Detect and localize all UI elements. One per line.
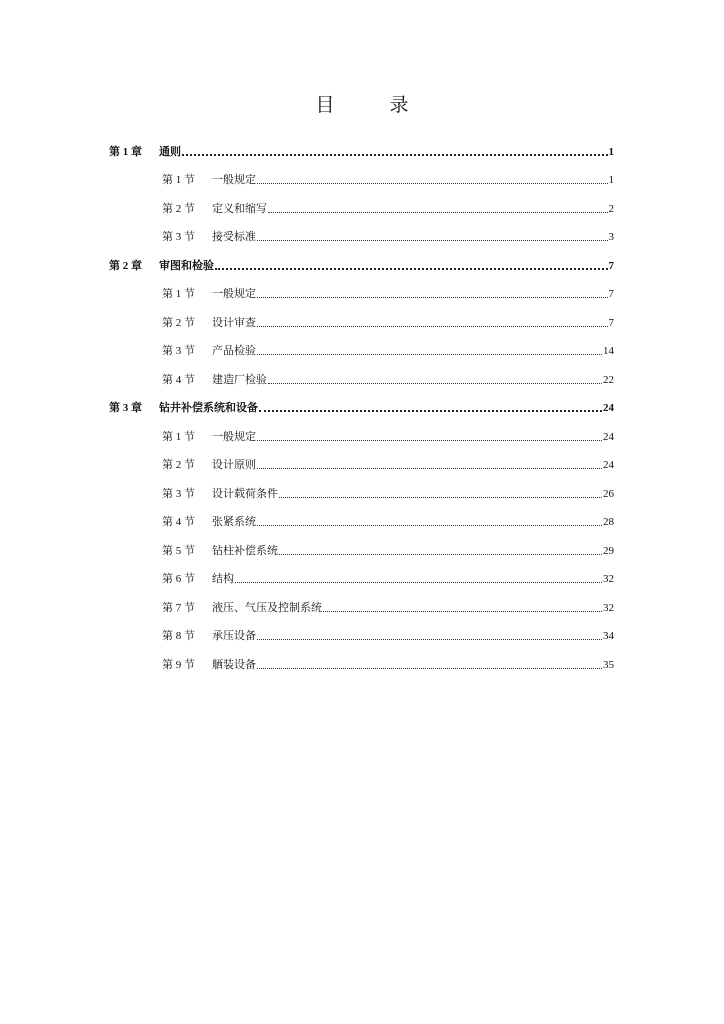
toc-section[interactable]: [162, 426, 614, 444]
toc-section[interactable]: [162, 283, 614, 301]
toc-page: 24: [603, 402, 614, 414]
dot-leader: [257, 353, 602, 355]
toc-number: 第 6 节: [162, 573, 195, 585]
toc-page: 28: [603, 516, 614, 528]
toc-number: 第 7 节: [162, 602, 195, 614]
toc-page: 32: [603, 573, 614, 585]
dot-leader: [257, 524, 602, 526]
toc-number: 第 4 节: [162, 516, 195, 528]
toc-number: 第 3 章: [109, 402, 142, 414]
page-title: 目 录: [315, 95, 427, 116]
toc-number: 第 3 节: [162, 231, 195, 243]
toc-number: 第 2 节: [162, 459, 195, 471]
toc-section[interactable]: [162, 511, 614, 529]
toc-section[interactable]: [162, 540, 614, 558]
toc-label: 结构: [212, 573, 234, 585]
dot-leader: [257, 182, 608, 184]
toc-label: 审图和检验: [159, 260, 214, 272]
toc-section[interactable]: [162, 312, 614, 330]
toc-label: 舾装设备: [212, 659, 256, 671]
toc-label: 一般规定: [212, 288, 256, 300]
dot-leader: [257, 439, 602, 441]
toc-number: 第 5 节: [162, 545, 195, 557]
toc-page: 1: [608, 146, 614, 158]
toc-number: 第 2 节: [162, 203, 195, 215]
toc-label: 承压设备: [212, 630, 256, 642]
toc-label: 设计载荷条件: [212, 488, 278, 500]
toc-label: 张紧系统: [212, 516, 256, 528]
toc-section[interactable]: [162, 454, 614, 472]
toc-label: 设计原则: [212, 459, 256, 471]
toc-section[interactable]: [162, 483, 614, 501]
toc-label: 一般规定: [212, 431, 256, 443]
dot-leader: [257, 325, 608, 327]
dot-leader: [259, 409, 602, 412]
toc-number: 第 2 节: [162, 317, 195, 329]
toc-number: 第 3 节: [162, 488, 195, 500]
toc-number: 第 9 节: [162, 659, 195, 671]
toc-number: 第 1 章: [109, 146, 142, 158]
toc-section[interactable]: [162, 568, 614, 586]
toc-label: 定义和缩写: [212, 203, 267, 215]
toc-page: 24: [603, 459, 614, 471]
toc-label: 通则: [159, 146, 181, 158]
dot-leader: [182, 153, 608, 156]
toc-page: 7: [608, 288, 614, 300]
toc-label: 产品检验: [212, 345, 256, 357]
toc-section[interactable]: [162, 198, 614, 216]
toc-number: 第 3 节: [162, 345, 195, 357]
toc-label: 建造厂检验: [212, 374, 267, 386]
toc-section[interactable]: [162, 654, 614, 672]
dot-leader: [323, 610, 602, 612]
toc-label: 一般规定: [212, 174, 256, 186]
toc-chapter-1[interactable]: [109, 141, 614, 159]
dot-leader: [268, 211, 608, 213]
dot-leader: [257, 239, 608, 241]
toc-label: 接受标准: [212, 231, 256, 243]
toc-page: 22: [603, 374, 614, 386]
toc-section[interactable]: [162, 369, 614, 387]
toc-chapter-3[interactable]: [109, 397, 614, 415]
toc-number: 第 1 节: [162, 174, 195, 186]
toc-section[interactable]: [162, 340, 614, 358]
toc-section[interactable]: [162, 625, 614, 643]
toc-page: 2: [608, 203, 614, 215]
toc-page: 35: [603, 659, 614, 671]
toc-number: 第 1 节: [162, 288, 195, 300]
toc-page: 7: [608, 317, 614, 329]
dot-leader: [257, 296, 608, 298]
dot-leader: [279, 496, 602, 498]
toc-number: 第 1 节: [162, 431, 195, 443]
toc-number: 第 8 节: [162, 630, 195, 642]
toc-chapter-2[interactable]: [109, 255, 614, 273]
dot-leader: [268, 382, 602, 384]
toc-page: 32: [603, 602, 614, 614]
toc-page: 14: [603, 345, 614, 357]
toc-label: 设计审查: [212, 317, 256, 329]
toc-section[interactable]: [162, 597, 614, 615]
toc-page: 1: [608, 174, 614, 186]
toc-page: 24: [603, 431, 614, 443]
dot-leader: [279, 553, 602, 555]
toc-label: 钻井补偿系统和设备: [159, 402, 258, 414]
toc-section[interactable]: [162, 226, 614, 244]
dot-leader: [257, 667, 602, 669]
dot-leader: [257, 467, 602, 469]
toc-page: 34: [603, 630, 614, 642]
dot-leader: [257, 638, 602, 640]
toc-number: 第 2 章: [109, 260, 142, 272]
dot-leader: [215, 267, 608, 270]
toc-page: 7: [608, 260, 614, 272]
toc-label: 钻柱补偿系统: [212, 545, 278, 557]
toc-number: 第 4 节: [162, 374, 195, 386]
dot-leader: [235, 581, 602, 583]
toc-page: 3: [608, 231, 614, 243]
toc-page: 29: [603, 545, 614, 557]
toc-label: 液压、气压及控制系统: [212, 602, 322, 614]
toc-section[interactable]: [162, 169, 614, 187]
toc-page: 26: [603, 488, 614, 500]
